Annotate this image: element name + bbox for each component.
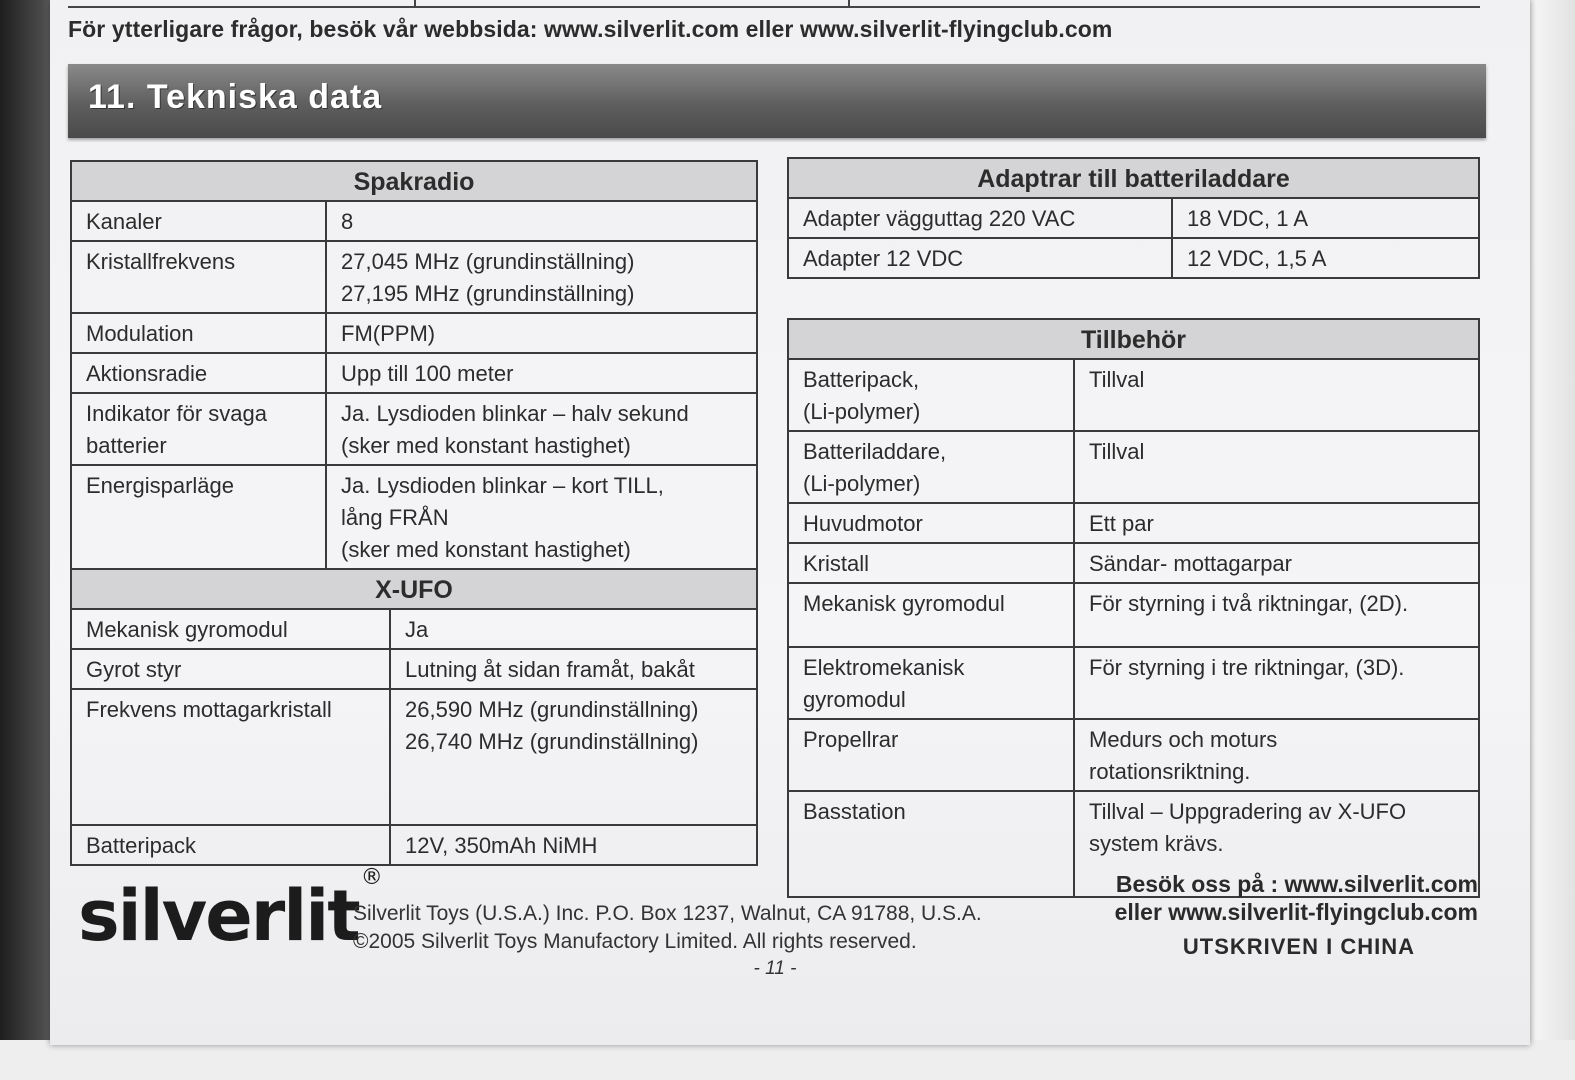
spec-label: Basstation <box>788 791 1074 897</box>
spec-label-line: (Li-polymer) <box>803 399 921 424</box>
spec-label: Aktionsradie <box>71 353 326 393</box>
copyright-line: ©2005 Silverlit Toys Manufactory Limited. All rights reserved. <box>353 930 917 953</box>
spec-value-line: (sker med konstant hastighet) <box>341 433 631 458</box>
spec-value: Upp till 100 meter <box>326 353 757 393</box>
visit-links <box>1050 870 1478 926</box>
spec-value: Ja <box>390 609 757 649</box>
spec-value: 12 VDC, 1,5 A <box>1172 238 1479 278</box>
table-row <box>788 719 1479 791</box>
spec-value: För styrning i tre riktningar, (3D). <box>1074 647 1479 719</box>
spec-value: Ett par <box>1074 503 1479 543</box>
spec-value <box>326 393 757 465</box>
spec-label: Adapter vägguttag 220 VAC <box>788 198 1172 238</box>
spec-value <box>326 465 757 569</box>
tillbehor-table <box>787 318 1480 898</box>
table-row <box>788 198 1479 238</box>
spec-value-line: Tillval – Uppgradering av X-UFO <box>1089 799 1407 824</box>
spec-label: Energisparläge <box>71 465 326 569</box>
xufo-title: X-UFO <box>71 569 757 609</box>
address-line: Silverlit Toys (U.S.A.) Inc. P.O. Box 1237, Walnut, CA 91788, U.S.A. <box>353 902 982 925</box>
spec-value: 8 <box>326 201 757 241</box>
spakradio-title: Spakradio <box>71 161 757 201</box>
contact-question: För ytterligare frågor, besök vår webbsida: www.silverlit.com eller www.silverlit-flyingclub.com <box>68 16 1113 42</box>
spec-value-line: 26,590 MHz (grundinställning) <box>405 697 699 722</box>
spec-label <box>788 431 1074 503</box>
table-row <box>71 353 757 393</box>
spec-value: Tillval <box>1074 359 1479 431</box>
table-row <box>788 583 1479 647</box>
table-row <box>788 543 1479 583</box>
spec-value-line: rotationsriktning. <box>1089 759 1251 784</box>
logo-text: silverlit <box>78 875 359 957</box>
spec-value-line: 27,195 MHz (grundinställning) <box>341 281 635 306</box>
tillbehor-title: Tillbehör <box>788 319 1479 359</box>
previous-table-edge <box>68 0 1480 8</box>
spec-label: Propellrar <box>788 719 1074 791</box>
spec-value-line: Medurs och moturs <box>1089 727 1278 752</box>
table-row <box>71 313 757 353</box>
table-row <box>71 689 757 825</box>
spec-label: Gyrot styr <box>71 649 390 689</box>
spec-label: Mekanisk gyromodul <box>71 609 390 649</box>
spec-label: Kanaler <box>71 201 326 241</box>
spec-value-line: (sker med konstant hastighet) <box>341 537 631 562</box>
spec-label-line: (Li-polymer) <box>803 471 921 496</box>
spec-label: Kristall <box>788 543 1074 583</box>
adapter-title: Adaptrar till batteriladdare <box>788 158 1479 198</box>
background-bottom <box>0 1040 1575 1080</box>
spec-value: Tillval <box>1074 431 1479 503</box>
spec-label-line: Indikator för svaga <box>86 401 267 426</box>
spec-label <box>71 393 326 465</box>
table-row <box>788 503 1479 543</box>
printed-in: UTSKRIVEN I CHINA <box>1182 934 1415 959</box>
spec-label: Frekvens mottagarkristall <box>71 689 390 825</box>
table-row <box>788 238 1479 278</box>
table-row <box>788 359 1479 431</box>
section-header <box>68 64 1486 138</box>
section-title: 11. Tekniska data <box>88 78 383 116</box>
spec-value: FM(PPM) <box>326 313 757 353</box>
spec-label-line: batterier <box>86 433 167 458</box>
spec-value <box>326 241 757 313</box>
table-row <box>71 649 757 689</box>
spec-label: Mekanisk gyromodul <box>788 583 1074 647</box>
table-row <box>71 201 757 241</box>
spec-value-line: 26,740 MHz (grundinställning) <box>405 729 699 754</box>
spec-value-line: Ja. Lysdioden blinkar – kort TILL, <box>341 473 664 498</box>
spec-label: Batteripack <box>71 825 390 865</box>
table-row <box>71 241 757 313</box>
spec-label: Kristallfrekvens <box>71 241 326 313</box>
spec-label-line: Batteriladdare, <box>803 439 947 464</box>
registered-mark: ® <box>360 864 381 890</box>
spec-value-line: Ja. Lysdioden blinkar – halv sekund <box>341 401 689 426</box>
spec-value-line: system krävs. <box>1089 831 1224 856</box>
table-row <box>71 825 757 865</box>
table-row <box>71 393 757 465</box>
xufo-table <box>70 568 758 866</box>
spec-value <box>1074 719 1479 791</box>
table-row <box>71 609 757 649</box>
spec-value: För styrning i två riktningar, (2D). <box>1074 583 1479 647</box>
table-row <box>71 465 757 569</box>
spec-value-line: lång FRÅN <box>341 505 449 530</box>
spec-label-line: Elektromekanisk <box>803 655 965 680</box>
spec-value: 12V, 350mAh NiMH <box>390 825 757 865</box>
spec-value <box>390 689 757 825</box>
visit-line: eller www.silverlit-flyingclub.com <box>1114 899 1478 925</box>
spec-label <box>788 359 1074 431</box>
manual-page <box>50 0 1530 1045</box>
spec-label-line: gyromodul <box>803 687 906 712</box>
silverlit-logo <box>78 864 381 957</box>
visit-line: Besök oss på : www.silverlit.com <box>1115 871 1478 897</box>
spec-label: Modulation <box>71 313 326 353</box>
page-number: - 11 - <box>753 958 797 979</box>
spakradio-table <box>70 160 758 570</box>
adapter-table <box>787 157 1480 279</box>
spec-value: 18 VDC, 1 A <box>1172 198 1479 238</box>
spec-value: Sändar- mottagarpar <box>1074 543 1479 583</box>
spec-value: Lutning åt sidan framåt, bakåt <box>390 649 757 689</box>
spec-label: Adapter 12 VDC <box>788 238 1172 278</box>
company-address <box>353 900 982 956</box>
spec-label: Huvudmotor <box>788 503 1074 543</box>
spec-value-line: 27,045 MHz (grundinställning) <box>341 249 635 274</box>
table-row <box>788 431 1479 503</box>
table-row <box>788 647 1479 719</box>
spec-label <box>788 647 1074 719</box>
spec-label-line: Batteripack, <box>803 367 920 392</box>
